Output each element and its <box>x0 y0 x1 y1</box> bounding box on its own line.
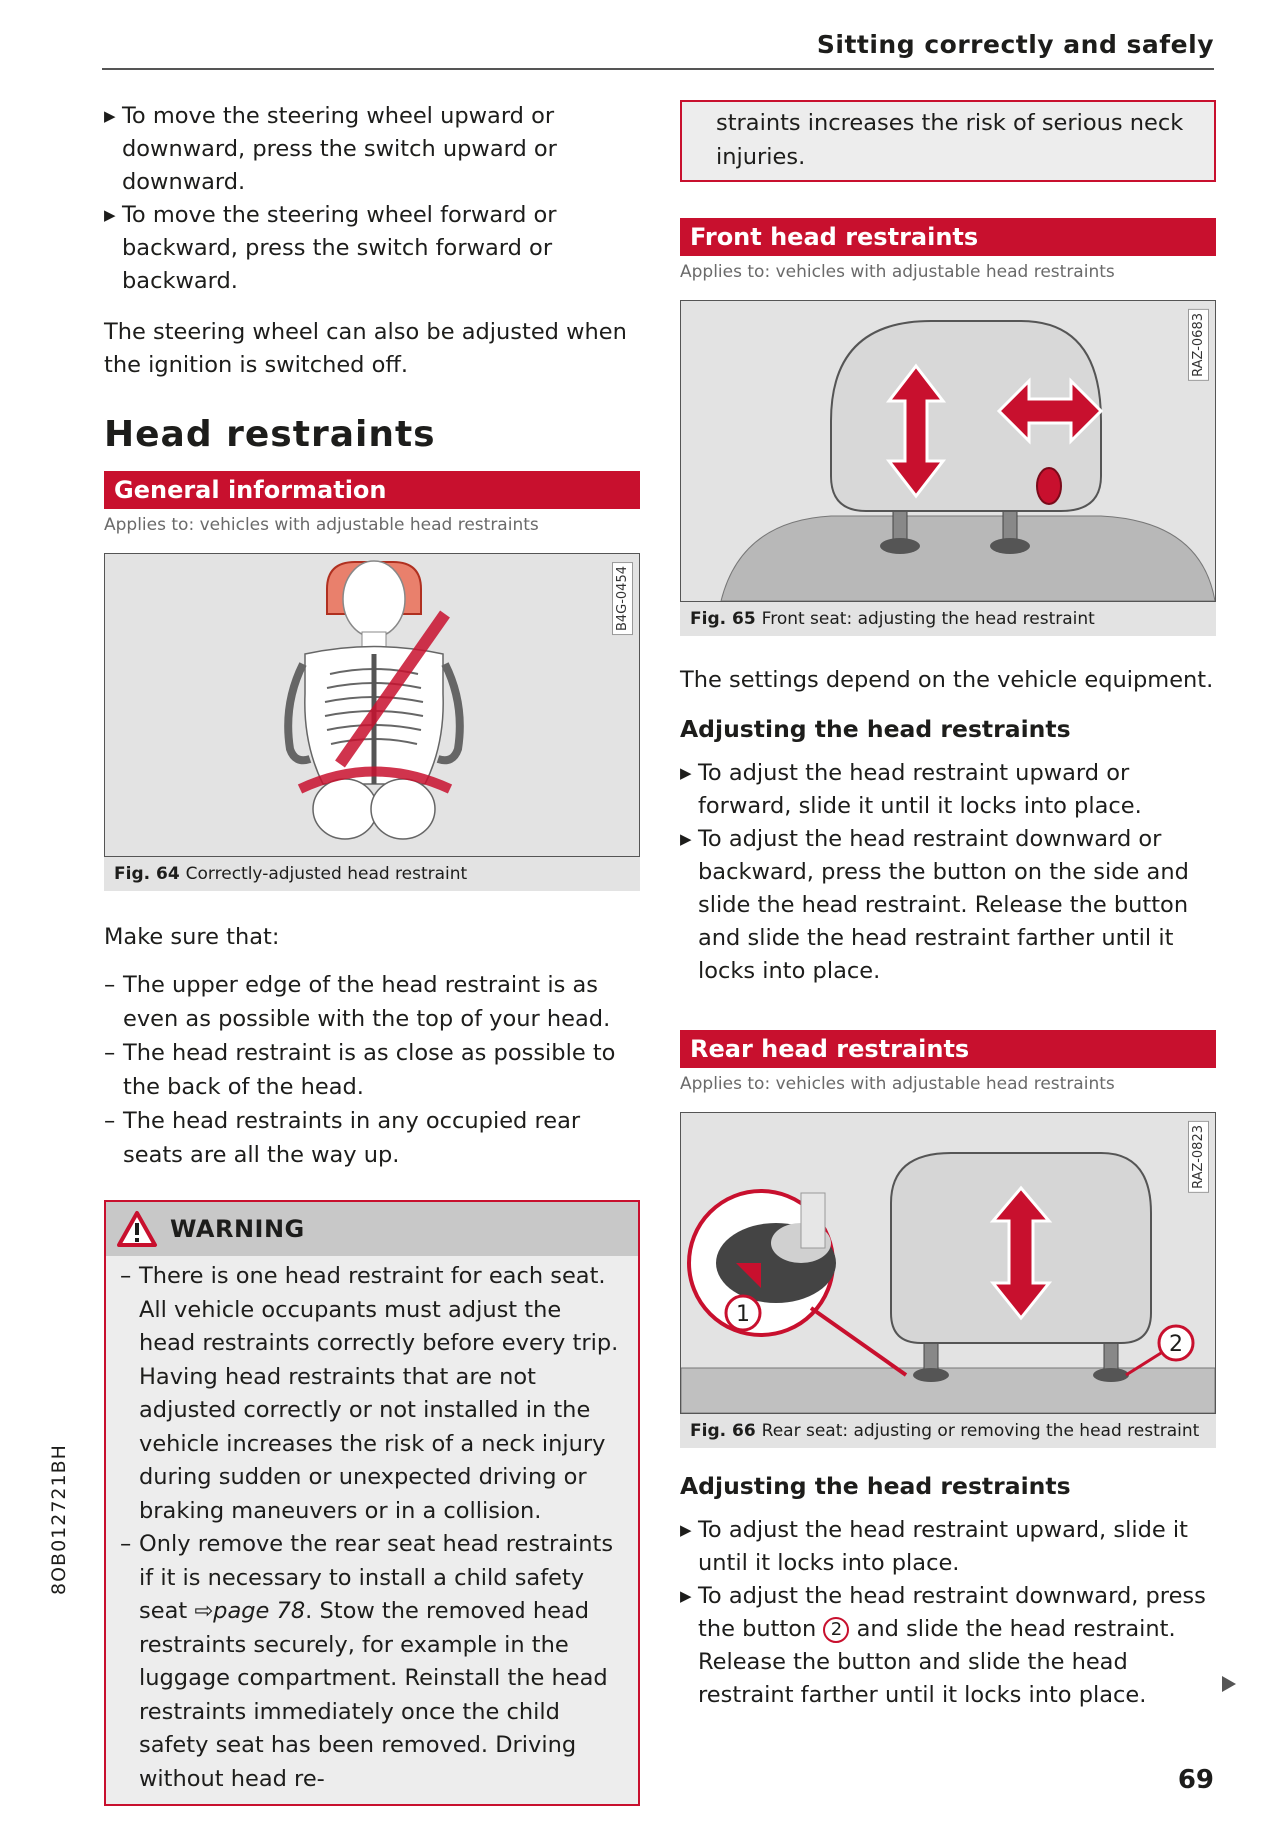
make-sure-item: – The upper edge of the head restraint is as even as possible with the top of your head. <box>104 972 611 1032</box>
warning-continued-text: straints increases the risk of serious neck injuries. <box>716 110 1184 170</box>
rear-bullet: ▶ To adjust the head restraint downward, press the button 2 and slide the head restraint. Release the button and slide the head restraint farther until it locks into place. <box>680 1580 1216 1712</box>
callout-2-label: 2 <box>1169 1332 1183 1357</box>
make-sure-list <box>104 968 640 1172</box>
figure-64-code: B4G-0454 <box>612 562 633 635</box>
general-info-applies: Applies to: vehicles with adjustable head restraints <box>104 515 539 535</box>
bullet-arrow-icon: ▶ <box>680 764 692 782</box>
make-sure-item: – The head restraints in any occupied rear seats are all the way up. <box>104 1108 581 1168</box>
front-bullet: ▶ To adjust the head restraint upward or forward, slide it until it locks into place. <box>680 757 1216 823</box>
figure-64-caption <box>104 857 640 891</box>
button-2-callout: 2 <box>823 1617 849 1643</box>
rear-headrest-illustration <box>681 1113 1215 1413</box>
figure-65-illustration <box>680 300 1216 602</box>
front-intro: The settings depend on the vehicle equipment. <box>680 667 1214 693</box>
general-info-bar: General information <box>104 471 640 509</box>
page-number: 69 <box>1177 1765 1214 1795</box>
figure-65-code: RAZ-0683 <box>1188 309 1209 381</box>
warning-item: – Only remove the rear seat head restraints if it is necessary to install a child safety seat ⇨page 78. Stow the removed head restraints securely, for example in the luggage compartment. Reinstall the head restraints immediately once the child safety seat has been removed. Driving without head re- <box>120 1531 614 1792</box>
steering-bullet-2: ▶ To move the steering wheel forward or backward, press the switch forward or backward. <box>104 199 640 298</box>
left-column <box>104 100 640 1806</box>
front-headrest-illustration <box>681 301 1215 601</box>
skeleton-headrest-illustration <box>105 554 639 856</box>
bullet-arrow-icon: ▶ <box>104 107 116 125</box>
continue-arrow-icon <box>1222 1676 1236 1692</box>
figure-66-illustration <box>680 1112 1216 1414</box>
figure-64-number: Fig. 64 <box>114 864 180 884</box>
bullet-arrow-icon: ▶ <box>680 1587 692 1605</box>
rear-bullet: ▶ To adjust the head restraint upward, slide it until it locks into place. <box>680 1514 1216 1580</box>
rear-restraints-bar: Rear head restraints <box>680 1030 1216 1068</box>
front-bullet-list <box>680 757 1216 988</box>
make-sure-intro: Make sure that: <box>104 924 280 950</box>
figure-65-caption <box>680 602 1216 636</box>
front-restraints-bar: Front head restraints <box>680 218 1216 256</box>
rear-restraints-applies: Applies to: vehicles with adjustable head restraints <box>680 1074 1115 1094</box>
warning-box <box>104 1200 640 1806</box>
warning-body <box>106 1256 638 1804</box>
figure-64-caption-text: Correctly-adjusted head restraint <box>185 864 468 884</box>
warning-title: WARNING <box>170 1215 305 1243</box>
front-bullet: ▶ To adjust the head restraint downward or backward, press the button on the side and slide the head restraint. Release the button and slide the head restraint farther until it locks into place. <box>680 823 1216 988</box>
front-restraints-applies: Applies to: vehicles with adjustable head restraints <box>680 262 1115 282</box>
bullet-arrow-icon: ▶ <box>680 830 692 848</box>
warning-triangle-icon <box>116 1210 158 1248</box>
figure-66-caption-text: Rear seat: adjusting or removing the head restraint <box>761 1421 1200 1441</box>
figure-65-caption-text: Front seat: adjusting the head restraint <box>761 609 1095 629</box>
rear-subheading: Adjusting the head restraints <box>680 1472 1071 1500</box>
warning-item: – There is one head restraint for each seat. All vehicle occupants must adjust the head restraints correctly before every trip. Having head restraints that are not adjusted correctly or not installed in the vehicle increases the risk of a neck injury during sudden or unexpected driving or braking maneuvers or in a collision. <box>120 1263 619 1524</box>
figure-64-illustration <box>104 553 640 857</box>
bullet-arrow-icon: ▶ <box>104 206 116 224</box>
page-reference-link[interactable]: ⇨page 78 <box>194 1598 306 1624</box>
figure-66-caption <box>680 1414 1216 1448</box>
figure-66-code: RAZ-0823 <box>1188 1121 1209 1193</box>
callout-1-label: 1 <box>736 1302 750 1327</box>
steering-bullet-1: ▶ To move the steering wheel upward or downward, press the switch upward or downward. <box>104 100 640 199</box>
warning-header <box>106 1202 638 1256</box>
right-column <box>680 100 1216 1712</box>
header-rule <box>102 68 1214 70</box>
figure-66-number: Fig. 66 <box>690 1421 756 1441</box>
figure-65-number: Fig. 65 <box>690 609 756 629</box>
warning-continued-box <box>680 100 1216 182</box>
ignition-note: The steering wheel can also be adjusted when the ignition is switched off. <box>104 319 627 378</box>
rear-bullet-list <box>680 1514 1216 1712</box>
document-code: 8OB012721BH <box>48 1444 70 1595</box>
front-subheading: Adjusting the head restraints <box>680 715 1071 743</box>
section-title: Head restraints <box>104 414 436 455</box>
make-sure-item: – The head restraint is as close as possible to the back of the head. <box>104 1040 616 1100</box>
running-header: Sitting correctly and safely <box>816 30 1214 59</box>
bullet-arrow-icon: ▶ <box>680 1521 692 1539</box>
